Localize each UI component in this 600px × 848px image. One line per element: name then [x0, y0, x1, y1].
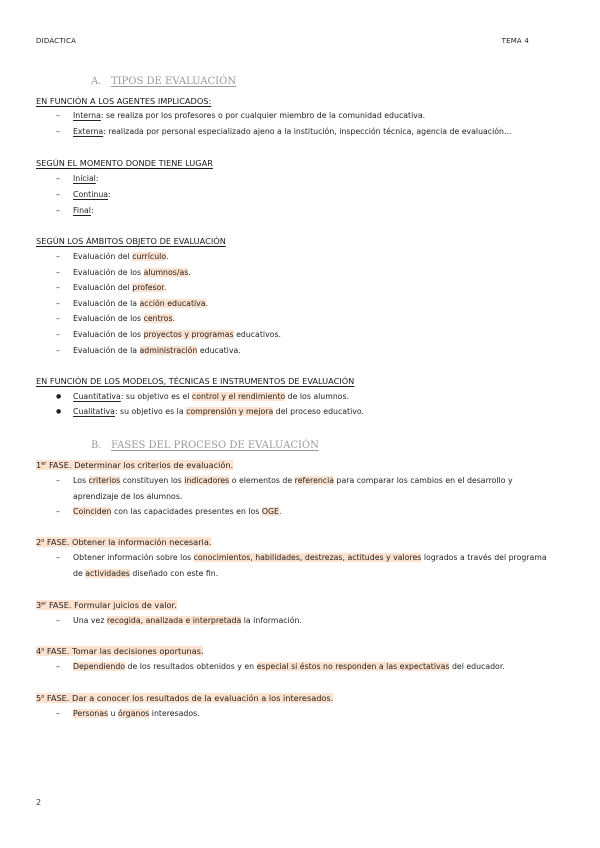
header-subject: DIDÁCTICA — [36, 37, 77, 45]
list-item: – Externa: realizada por personal especializado ajeno a la institución, inspección técnica, agencia de evaluación... — [56, 127, 512, 136]
models-heading: EN FUNCIÓN DE LOS MODELOS, TÉCNICAS E INSTRUMENTOS DE EVALUACIÓN — [36, 376, 355, 386]
list-item: – Interna: se realiza por los profesores o por cualquier miembro de la comunidad educativa. — [56, 111, 426, 120]
list-item: – Personas u órganos interesados. — [56, 709, 200, 718]
page-number: 2 — [36, 798, 42, 807]
scopes-heading: SEGÚN LOS ÁMBITOS OBJETO DE EVALUACIÓN — [36, 236, 226, 246]
list-item: – Evaluación del currículo. — [56, 252, 169, 261]
phase-5-heading: 5$^o$ FASE. Dar a conocer los resultados de la evaluación a los interesados. — [36, 693, 334, 703]
list-item: – Evaluación de la administración educativa. — [56, 346, 241, 355]
list-item: – Obtener información sobre los conocimientos, habilidades, destrezas, actitudes y valores logrados a través del programa — [56, 553, 547, 562]
list-item: – Dependiendo de los resultados obtenidos y en especial si éstos no responden a las expectativas del educador. — [56, 662, 505, 671]
list-item: – Coinciden con las capacidades presentes en los OGE. — [56, 507, 282, 516]
list-item: – Evaluación de los proyectos y programas educativos. — [56, 330, 281, 339]
agents-heading: EN FUNCIÓN A LOS AGENTES IMPLICADOS: — [36, 96, 212, 106]
list-item: – Los criterios constituyen los indicadores o elementos de referencia para comparar los cambios en el desarrollo y — [56, 476, 513, 485]
list-item: ● Cualitativa: su objetivo es la comprensión y mejora del proceso educativo. — [56, 407, 364, 416]
list-item: – Una vez recogida, analizada e interpretada la información. — [56, 616, 302, 625]
moment-heading: SEGÚN EL MOMENTO DONDE TIENE LUGAR — [36, 158, 213, 168]
phase-1-heading: 1er FASE. Determinar los criterios de evaluación. — [36, 460, 234, 470]
phase-3-heading: 3er FASE. Formular juicios de valor. — [36, 600, 177, 610]
list-item: – Evaluación de los alumnos/as. — [56, 268, 191, 277]
section-a-title: A. TIPOS DE EVALUACIÓN — [91, 76, 237, 87]
section-b-title: B. FASES DEL PROCESO DE EVALUACIÓN — [91, 440, 319, 451]
list-item: – Inicial: — [56, 174, 99, 183]
list-item: – Continua: — [56, 190, 111, 199]
phase-2-heading: 2$^o$ FASE. Obtener la información necesaria. — [36, 537, 212, 547]
list-item: ● Cuantitativa: su objetivo es el control y el rendimiento de los alumnos. — [56, 392, 350, 401]
header-topic: TEMA 4 — [501, 37, 529, 45]
list-item: – Final: — [56, 206, 94, 215]
list-item: – Evaluación de los centros. — [56, 314, 175, 323]
list-item-continuation: de actividades diseñado con este fin. — [73, 569, 219, 578]
list-item-continuation: aprendizaje de los alumnos. — [73, 492, 183, 501]
list-item: – Evaluación del profesor. — [56, 283, 167, 292]
phase-4-heading: 4$^o$ FASE. Tomar las decisiones oportunas. — [36, 646, 204, 656]
list-item: – Evaluación de la acción educativa. — [56, 299, 209, 308]
